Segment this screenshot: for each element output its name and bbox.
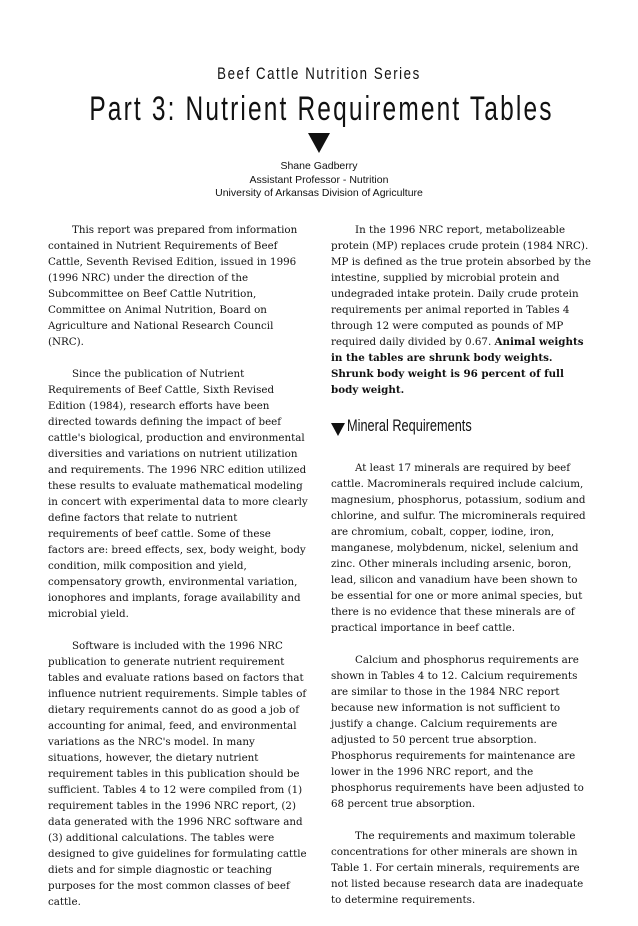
protein-bold-note: Animal weights in the tables are shrunk body weights. Shrunk body weight is 96 percent of full body weight.	[331, 336, 584, 396]
author-affiliation: University of Arkansas Division of Agriculture	[215, 187, 423, 199]
author-block	[0, 160, 638, 201]
author-title: Assistant Professor - Nutrition	[249, 173, 389, 186]
left-column	[48, 222, 310, 926]
paragraph-calcium-phosphorus: Calcium and phosphorus requirements are shown in Tables 4 to 12. Calcium requirements are similar to those in the 1984 NRC report because new information is not sufficient to justify a change. Calcium requirements are adjusted to 50 percent true absorption. Phosphorus requirements for maintenance are lower in the 1996 NRC report, and the phosphorus requirements have been adjusted to 68 percent true absorption.	[331, 654, 584, 810]
section-heading-text: Mineral Requirements	[347, 416, 472, 435]
paragraph-protein	[331, 222, 591, 398]
right-column	[331, 222, 591, 924]
triangle-down-icon	[331, 423, 345, 436]
section-heading	[331, 418, 591, 440]
series-title: Beef Cattle Nutrition Series	[217, 64, 421, 83]
paragraph-other-minerals: The requirements and maximum tolerable concentrations for other minerals are shown in Table 1. For certain minerals, requirements are not listed because research data are inadequate to determine requirements.	[331, 830, 584, 906]
paragraph-minerals: At least 17 minerals are required by beef cattle. Macrominerals required include calcium, magnesium, phosphorus, potassium, sodium and chlorine, and sulfur. The microminerals required are chromium, cobalt, copper, iodine, iron, manganese, molybdenum, nickel, selenium and zinc. Other minerals including arsenic, boron, lead, silicon and vanadium have been shown to be essential for one or more animal species, but there is no evidence that these minerals are of practical importance in beef cattle.	[331, 462, 586, 634]
paragraph-nrc-history: Since the publication of Nutrient Requirements of Beef Cattle, Sixth Revised Edition (1984), research efforts have been directed towards defining the impact of beef cattle's biological, production and environmental diversities and variations on nutrient utilization and requirements. The 1996 NRC edition utilized these results to evaluate mathematical modeling in concert with experimental data to more clearly define factors that relate to nutrient requirements of beef cattle. Some of these factors are: breed effects, sex, body weight, body condition, milk composition and yield, compensatory growth, environmental variation, ionophores and implants, forage availability and microbial yield.	[48, 368, 308, 620]
author-name: Shane Gadberry	[280, 160, 358, 172]
page-title: Part 3: Nutrient Requirement Tables	[89, 90, 554, 128]
paragraph-software: Software is included with the 1996 NRC publication to generate nutrient requirement tables and evaluate rations based on factors that influence nutrient requirements. Simple tables of dietary requirements cannot do as good a job of accounting for animal, feed, and environmental variations as the NRC's model. In many situations, however, the dietary nutrient requirement tables in this publication should be sufficient. Tables 4 to 12 were compiled from (1) requirement tables in the 1996 NRC report, (2) data generated with the 1996 NRC software and (3) additional calculations. The tables were designed to give guidelines for formulating cattle diets and for simple diagnostic or teaching purposes for the most common classes of beef cattle.	[48, 640, 307, 908]
paragraph-intro: This report was prepared from information contained in Nutrient Requirements of Beef Cattle, Seventh Revised Edition, issued in 1996 (1996 NRC) under the direction of the Subcommittee on Beef Cattle Nutrition, Committee on Animal Nutrition, Board on Agriculture and National Research Council (NRC).	[48, 224, 298, 348]
triangle-down-icon	[308, 133, 330, 153]
protein-text: In the 1996 NRC report, metabolizeable protein (MP) replaces crude protein (1984 NRC). MP is defined as the true protein absorbed by the intestine, supplied by microbial protein and undegraded intake protein. Daily crude protein requirements per animal reported in Tables 4 through 12 were computed as pounds of MP required daily divided by 0.67.	[331, 224, 592, 348]
